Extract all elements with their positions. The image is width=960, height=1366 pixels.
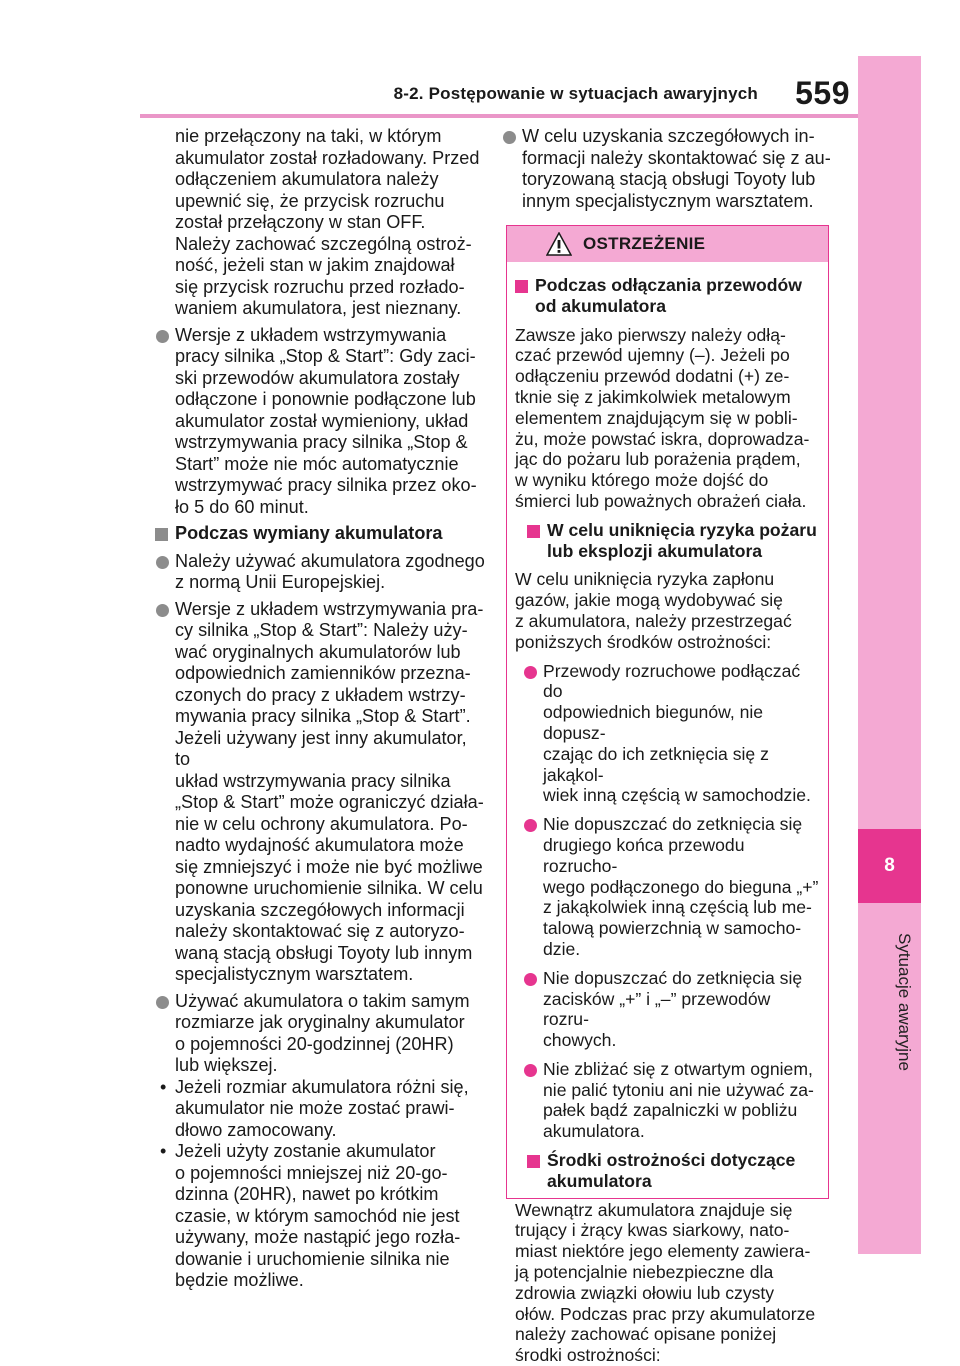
- list-item: Używać akumulatora o takim samym rozmiarze jak oryginalny akumulator o pojemności 20-godzinnej (20HR) lub większej.: [155, 991, 485, 1077]
- warning-list-item: Przewody rozruchowe podłączać do odpowiednich biegunów, nie dopusz- czając do ich zetknięcia się z jakąkol- wiek inną częścią w samochodzie.: [523, 661, 820, 807]
- dash-bullet-icon: •: [160, 1076, 167, 1097]
- square-bullet-icon: [527, 525, 540, 538]
- right-column: [502, 126, 832, 217]
- square-bullet-icon: [155, 528, 168, 541]
- round-bullet-icon: [524, 666, 537, 679]
- warning-header: [507, 226, 828, 262]
- section-heading: Podczas wymiany akumulatora: [155, 523, 485, 545]
- warning-list-item: Nie zbliżać się z otwartym ogniem, nie palić tytoniu ani nie używać za- pałek bądź zapalniczki w pobliżu akumulatora.: [523, 1059, 820, 1142]
- warning-heading: Środki ostrożności dotyczące akumulatora: [527, 1150, 820, 1192]
- round-bullet-icon: [156, 604, 169, 617]
- warning-label: OSTRZEŻENIE: [583, 234, 706, 253]
- left-column: [155, 126, 485, 1292]
- square-bullet-icon: [515, 280, 528, 293]
- section-title: 8-2. Postępowanie w sytuacjach awaryjnych: [393, 84, 758, 103]
- warning-paragraph: Zawsze jako pierwszy należy odłą- czać przewód ujemny (–). Jeżeli po odłączeniu przewód dodatni (+) ze- tknie się z jakimkolwiek metalowym elementem znajdującym się w pobli- żu, może powstać iskra, doprowadza- jąc do pożaru lub porażenia prądem, w wyniku którego może dojść do śmierci lub poważnych obrażeń ciała.: [515, 324, 810, 511]
- dash-bullet-icon: •: [160, 1141, 167, 1161]
- intro-paragraph: nie przełączony na taki, w którym akumulator został rozładowany. Przed odłączeniem akumulatora należy upewnić się, że przycisk rozruchu został przełączony w stan OFF. Należy zachować szczególną ostroż- ność, jeżeli stan w jakim znajdował się przycisk rozruchu przed rozłado- waniem akumulatora, jest nieznany.: [175, 126, 480, 318]
- chapter-number: 8: [858, 829, 921, 903]
- warning-heading: W celu uniknięcia ryzyka pożaru lub eksplozji akumulatora: [527, 520, 820, 562]
- round-bullet-icon: [524, 973, 537, 986]
- list-item: Należy używać akumulatora zgodnego z normą Unii Europejskiej.: [155, 551, 485, 594]
- warning-paragraph: W celu uniknięcia ryzyka zapłonu gazów, jakie mogą wydobywać się z akumulatora, należy przestrzegać poniższych środków ostrożności:: [515, 569, 792, 652]
- round-bullet-icon: [524, 1064, 537, 1077]
- warning-list-item: Nie dopuszczać do zetknięcia się drugiego końca przewodu rozrucho- wego podłączonego do bieguna „+” z jakąkolwiek inną częścią lub me- talową powierzchnią w samocho- dzie.: [523, 814, 820, 960]
- warning-triangle-icon: [546, 232, 572, 256]
- warning-body: [507, 262, 828, 1366]
- round-bullet-icon: [156, 330, 169, 343]
- round-bullet-icon: [156, 996, 169, 1009]
- round-bullet-icon: [524, 819, 537, 832]
- square-bullet-icon: [527, 1155, 540, 1168]
- round-bullet-icon: [503, 131, 516, 144]
- warning-list-item: Nie dopuszczać do zetknięcia się zacisków „+” i „–” przewodów rozru- chowych.: [523, 968, 820, 1051]
- warning-heading: Podczas odłączania przewodów od akumulatora: [515, 275, 820, 317]
- warning-box: [506, 225, 829, 1366]
- header-divider: [140, 114, 858, 118]
- chapter-title: Sytuacje awaryjne: [895, 933, 914, 1071]
- list-item: Wersje z układem wstrzymywania pra- cy silnika „Stop & Start”: Należy uży- wać oryginalnych akumulatorów lub odpowiednich zamienników przezna- czonych do pracy z układem wstrzy- mywania pracy silnika „Stop & Start”. Jeżeli używany jest inny akumulator, to układ wstrzymywania pracy silnika „Stop & Start” może ograniczyć działa- nie w celu ochrony akumulatora. Po- nadto wydajność akumulatora może się zmniejszyć i może nie być możliwe ponowne uruchomienie silnika. W celu uzyskania szczegółowych informacji należy skontaktować się z autoryzo- waną stacją obsługi Toyoty lub innym specjalistycznym warsztatem.: [155, 599, 485, 986]
- list-item: Wersje z układem wstrzymywania pracy silnika „Stop & Start”: Gdy zaci- ski przewodów akumulatora zostały odłączone i ponownie podłączone lub akumulator został wymieniony, układ wstrzymywania pracy silnika „Stop & Start” może nie móc automatycznie wstrzymywać pracy silnika przez oko- ło 5 do 60 minut.: [155, 325, 485, 519]
- sub-list-item: • Jeżeli rozmiar akumulatora różni się, akumulator nie może zostać prawi- dłowo zamocowany.: [160, 1076, 469, 1140]
- list-item: W celu uzyskania szczegółowych in- formacji należy skontaktować się z au- toryzowaną stacją obsługi Toyoty lub innym specjalistycznym warsztatem.: [502, 126, 832, 212]
- sub-list-item: • Jeżeli użyty zostanie akumulator o pojemności mniejszej niż 20-go- dzinna (20HR), nawet po krótkim czasie, w którym samochód nie jest używany, może nastąpić jego rozła- dowanie i uruchomienie silnika nie będzie możliwe.: [160, 1141, 461, 1290]
- page-number: 559: [795, 75, 850, 111]
- warning-paragraph: Wewnątrz akumulatora znajduje się trujący i żrący kwas siarkowy, nato- miast niektóre jego elementy zawiera- ją potencjalnie niebezpieczne dla zdrowia związki ołowiu lub czysty ołów. Podczas prac przy akumulatorze należy zachować opisane poniżej środki ostrożności:: [515, 1199, 816, 1366]
- round-bullet-icon: [156, 556, 169, 569]
